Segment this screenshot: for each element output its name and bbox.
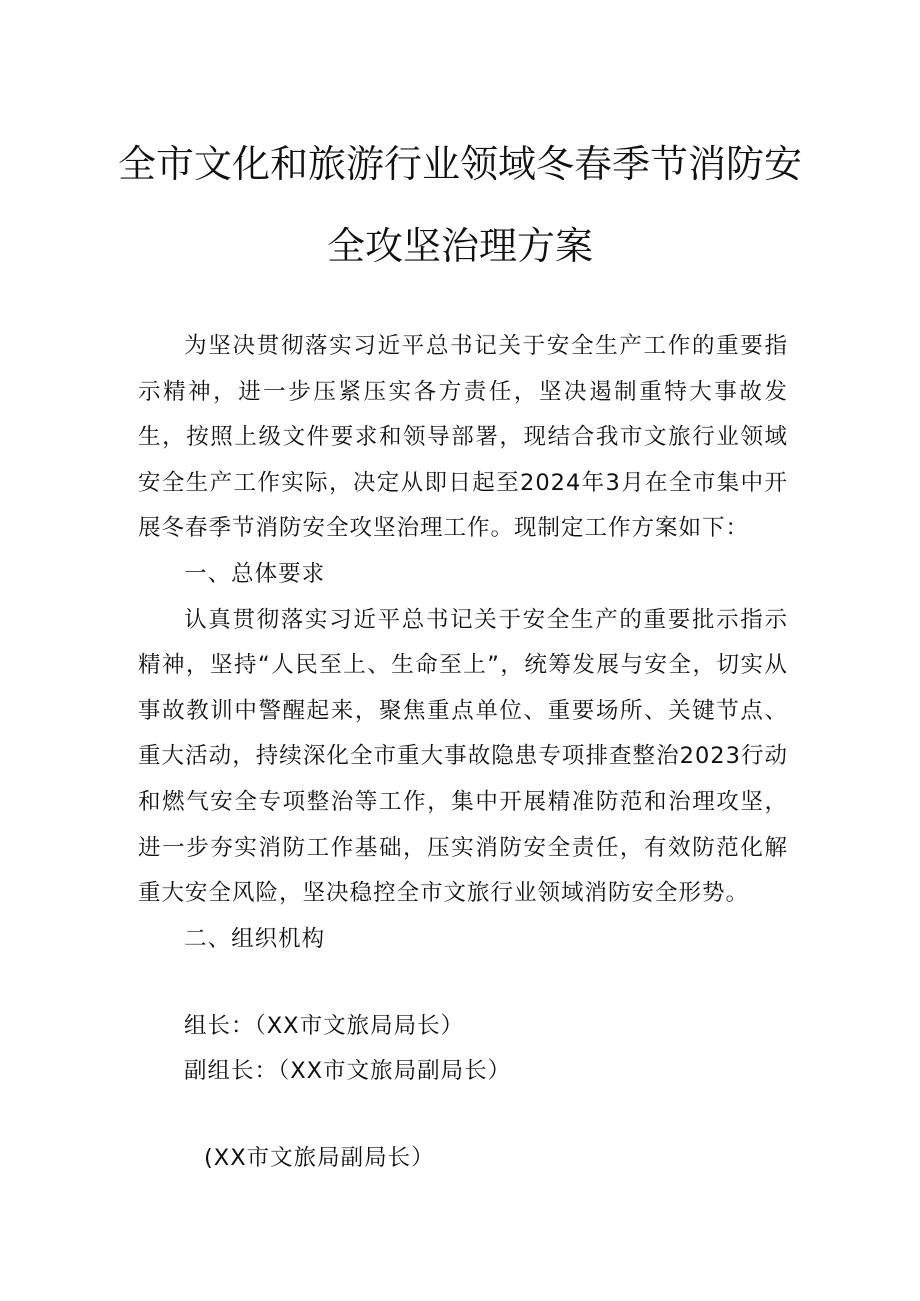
deputy-leader-line: 副组长：（XX市文旅局副局长） xyxy=(184,1058,512,1084)
document-body xyxy=(138,324,788,962)
section-heading-organization: 二、组织机构 xyxy=(184,925,326,952)
intro-paragraph: 为坚决贯彻落实习近平总书记关于安全生产工作的重要指示精神，进一步压紧压实各方责任，坚决遏制重特大事故发生，按照上级文件要求和领导部署，现结合我市文旅行业领域安全生产工作实际，决定从即日起至2024年3月在全市集中开展冬春季节消防安全攻坚治理工作。现制定工作方案如下： xyxy=(138,333,788,542)
team-leader-line: 组长：（XX市文旅局局长） xyxy=(184,1013,465,1039)
section-heading-general-requirements: 一、总体要求 xyxy=(184,560,326,587)
document-title-line-1: 全市文化和旅游行业领域冬春季节消防安 xyxy=(117,142,802,186)
document-title-line-2: 全攻坚治理方案 xyxy=(326,224,593,268)
general-requirements-paragraph: 认真贯彻落实习近平总书记关于安全生产的重要批示指示精神，坚持“人民至上、生命至上”，统筹发展与安全，切实从事故教训中警醒起来，聚焦重点单位、重要场所、关键节点、重大活动，持续深化全市重大事故隐患专项排查整治2023行动和燃气安全专项整治等工作，集中开展精准防范和治理攻坚，进一步夯实消防工作基础，压实消防安全责任，有效防范化解重大安全风险，坚决稳控全市文旅行业领域消防安全形势。 xyxy=(138,606,788,907)
deputy-leader-line-2: (XX市文旅局副局长） xyxy=(204,1145,435,1171)
